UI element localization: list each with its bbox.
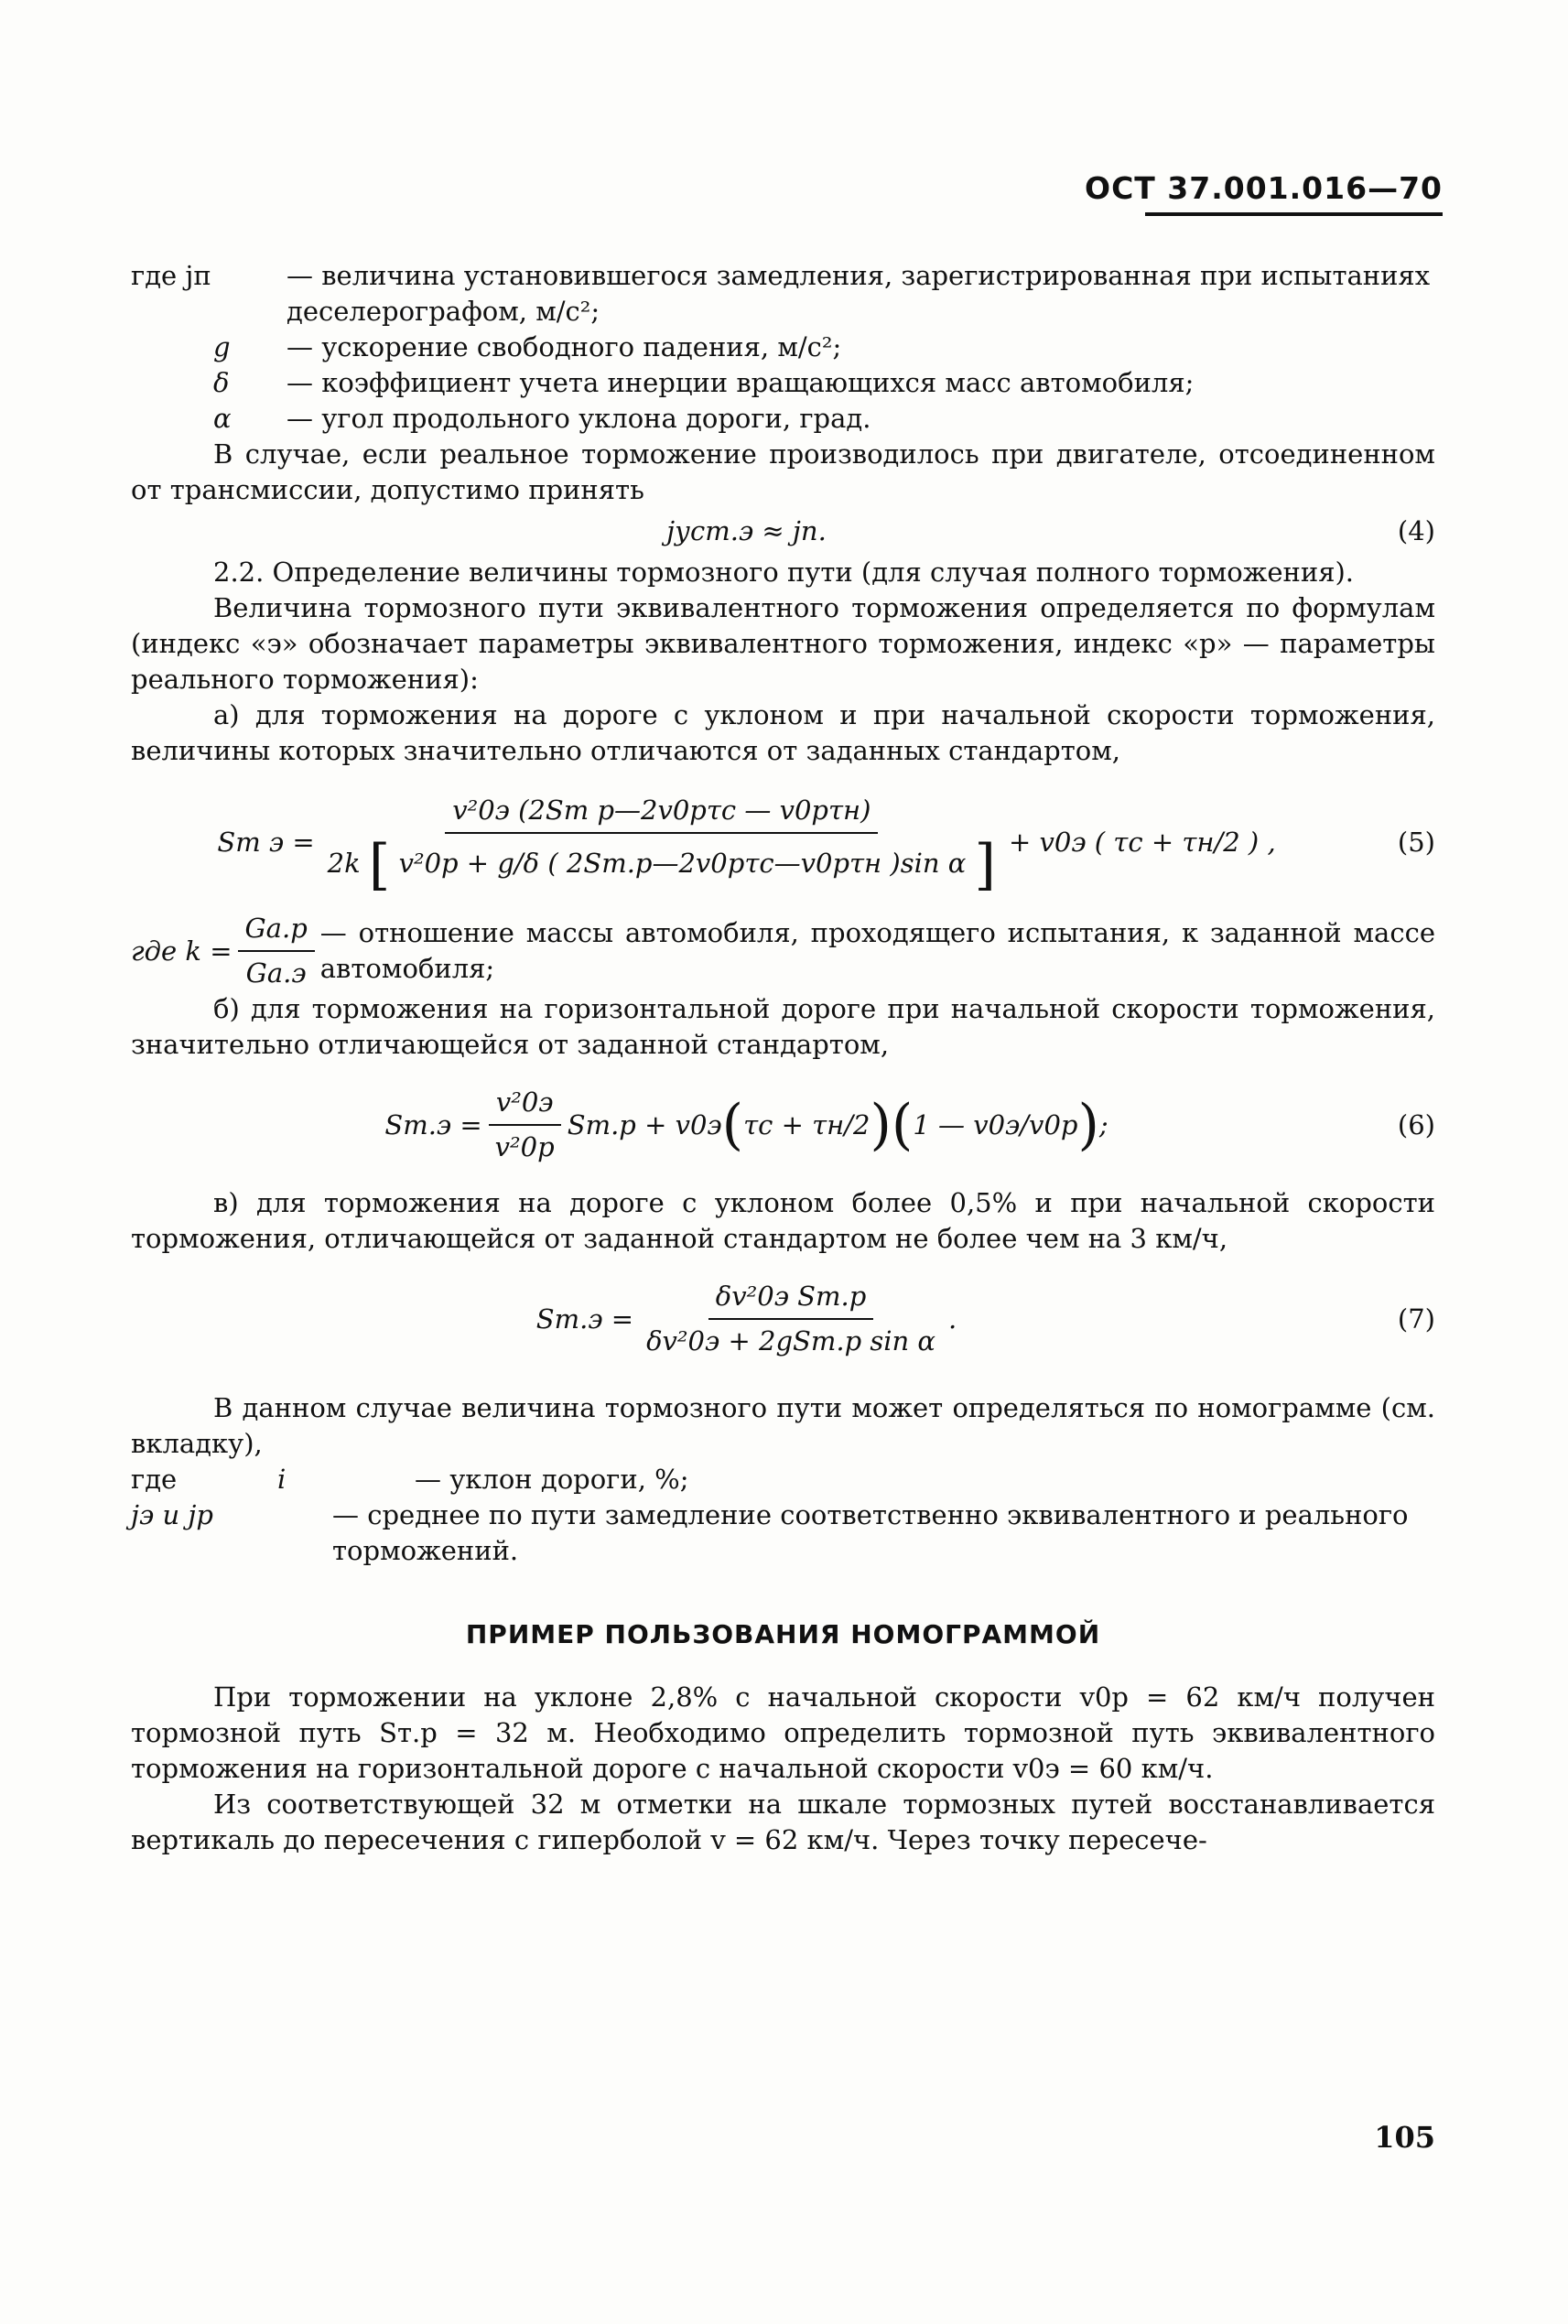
- equation-tail: .: [948, 1303, 957, 1335]
- definition-symbol: где jп: [131, 260, 211, 291]
- k-prefix: где k =: [131, 935, 232, 967]
- equation-6: Sт.э = $\frac{\text{v²0э}}{\text{v²0р}}$ Sт.р + v0э ( τс + τн/2 ) ( 1 — v0э/v0р ) ; (6): [131, 1085, 1435, 1165]
- section-title: ПРИМЕР ПОЛЬЗОВАНИЯ НОМОГРАММОЙ: [465, 1619, 1101, 1649]
- k-definition: [131, 911, 1435, 991]
- section-heading: 2.2. Определение величины тормозного пути (для случая полного торможения).: [213, 557, 1355, 588]
- definition-text: — ускорение свободного падения, м/с²;: [287, 331, 842, 362]
- equation-lhs: Sт э =: [217, 827, 315, 858]
- definitions-list: [131, 258, 1435, 437]
- where-symbol: jэ и jр: [131, 1499, 213, 1530]
- definition-symbol: α: [213, 403, 232, 434]
- k-text: — отношение массы автомобиля, проходящего испытания, к заданной массе автомобиля;: [319, 917, 1435, 984]
- denominator-mid: v²0р + g/δ (: [398, 848, 558, 879]
- fraction-denominator: Gа.э: [245, 957, 307, 989]
- where-symbol: i: [277, 1464, 287, 1495]
- k-fraction: [238, 911, 315, 991]
- where-item: [131, 1497, 1435, 1569]
- equation-5: [131, 793, 1435, 897]
- equation-tail: ;: [1098, 1108, 1108, 1140]
- equation-number: (7): [1397, 1303, 1435, 1335]
- where-text: — уклон дороги, %;: [415, 1464, 689, 1495]
- list-item-a: а) для торможения на дороге с уклоном и при начальной скорости торможения, величины которых значительно отличаются от заданных стандартом,: [131, 699, 1435, 766]
- equation-formula: jуст.э ≈ jп.: [666, 515, 827, 546]
- equation-7: [131, 1279, 1435, 1359]
- fraction-denominator: 2k [ v²0р + g/δ ( 2Sт.р—2v0рτс—v0рτн )sin α ]: [327, 833, 996, 897]
- standard-header: ОСТ 37.001.016—70: [1085, 170, 1443, 206]
- equation-tail: + v0э ( τс + τн/2 ) ,: [1008, 827, 1276, 858]
- denominator-right: )sin α: [890, 848, 967, 879]
- paragraph: При торможении на уклоне 2,8% с начальной скорости v0р = 62 км/ч получен тормозной путь Sт.р = 32 м. Необходимо определить тормозной путь эквивалентного торможения на горизонтальной дороге с начальной скорости v0э = 60 км/ч.: [131, 1681, 1435, 1784]
- equation-fraction: [320, 793, 1003, 897]
- definition-item: [131, 330, 1435, 365]
- list-item-b: б) для торможения на горизонтальной дороге при начальной скорости торможения, значительно отличающейся от заданной стандартом,: [131, 993, 1435, 1060]
- definition-text: — угол продольного уклона дороги, град.: [287, 403, 871, 434]
- equation-lhs: Sт.э =: [535, 1303, 634, 1335]
- equation-number: (5): [1397, 827, 1435, 858]
- fraction-numerator: v²0э: [489, 1085, 561, 1126]
- equation-fraction: [639, 1279, 943, 1359]
- definition-item: [131, 401, 1435, 437]
- fraction-numerator: Gа.р: [238, 911, 315, 952]
- equation-number: (6): [1397, 1108, 1435, 1140]
- paragraph: Из соответствующей 32 м отметки на шкале тормозных путей восстанавливается вертикаль до пересечения с гиперболой v = 62 км/ч. Через точку пересече-: [131, 1789, 1435, 1855]
- denominator-inner: 2Sт.р—2v0рτс—v0рτн: [566, 848, 882, 879]
- definition-text: — коэффициент учета инерции вращающихся масс автомобиля;: [287, 367, 1195, 398]
- equation-4: [131, 513, 1435, 549]
- where-item: [131, 1462, 1435, 1497]
- definition-symbol: δ: [213, 367, 230, 398]
- page-content: [131, 258, 1435, 1858]
- equation-lhs: Sт.э =: [384, 1108, 482, 1140]
- page-number: 105: [1374, 2120, 1435, 2155]
- definition-symbol: g: [213, 331, 231, 362]
- where-text: — среднее по пути замедление соответственно эквивалентного и реального торможений.: [332, 1499, 1409, 1566]
- fraction-denominator: δv²0э + 2gSт.р sin α: [646, 1325, 936, 1357]
- definition-item: [131, 258, 1435, 330]
- fraction-numerator: v²0э (2Sт р—2v0рτс — v0рτн): [445, 793, 878, 834]
- where-word: где: [131, 1464, 178, 1495]
- equation-fraction: [488, 1085, 562, 1165]
- paragraph: Величина тормозного пути эквивалентного торможения определяется по формулам (индекс «э» обозначает параметры эквивалентного торможения, индекс «р» — параметры реального торможения):: [131, 592, 1435, 695]
- denominator-left: 2k: [327, 848, 361, 879]
- header-rule: [1145, 212, 1443, 216]
- equation-paren1: τс + τн/2: [743, 1108, 871, 1140]
- fraction-numerator: δv²0э Sт.р: [708, 1279, 874, 1320]
- equation-mid: Sт.р + v0э: [567, 1108, 722, 1140]
- paragraph: В данном случае величина тормозного пути может определяться по номограмме (см. вкладку),: [131, 1392, 1435, 1459]
- definition-text: — величина установившегося замедления, зарегистрированная при испытаниях деселерографом, м/с²;: [287, 260, 1431, 327]
- equation-number: (4): [1397, 515, 1435, 546]
- equation-paren2: 1 — v0э/v0р: [913, 1108, 1078, 1140]
- list-item-c: в) для торможения на дороге с уклоном более 0,5% и при начальной скорости торможения, отличающейся от заданной стандартом не более чем на 3 км/ч,: [131, 1187, 1435, 1254]
- fraction-denominator: v²0р: [494, 1131, 555, 1162]
- definition-item: [131, 365, 1435, 401]
- paragraph: В случае, если реальное торможение производилось при двигателе, отсоединенном от трансмиссии, допустимо принять: [131, 438, 1435, 505]
